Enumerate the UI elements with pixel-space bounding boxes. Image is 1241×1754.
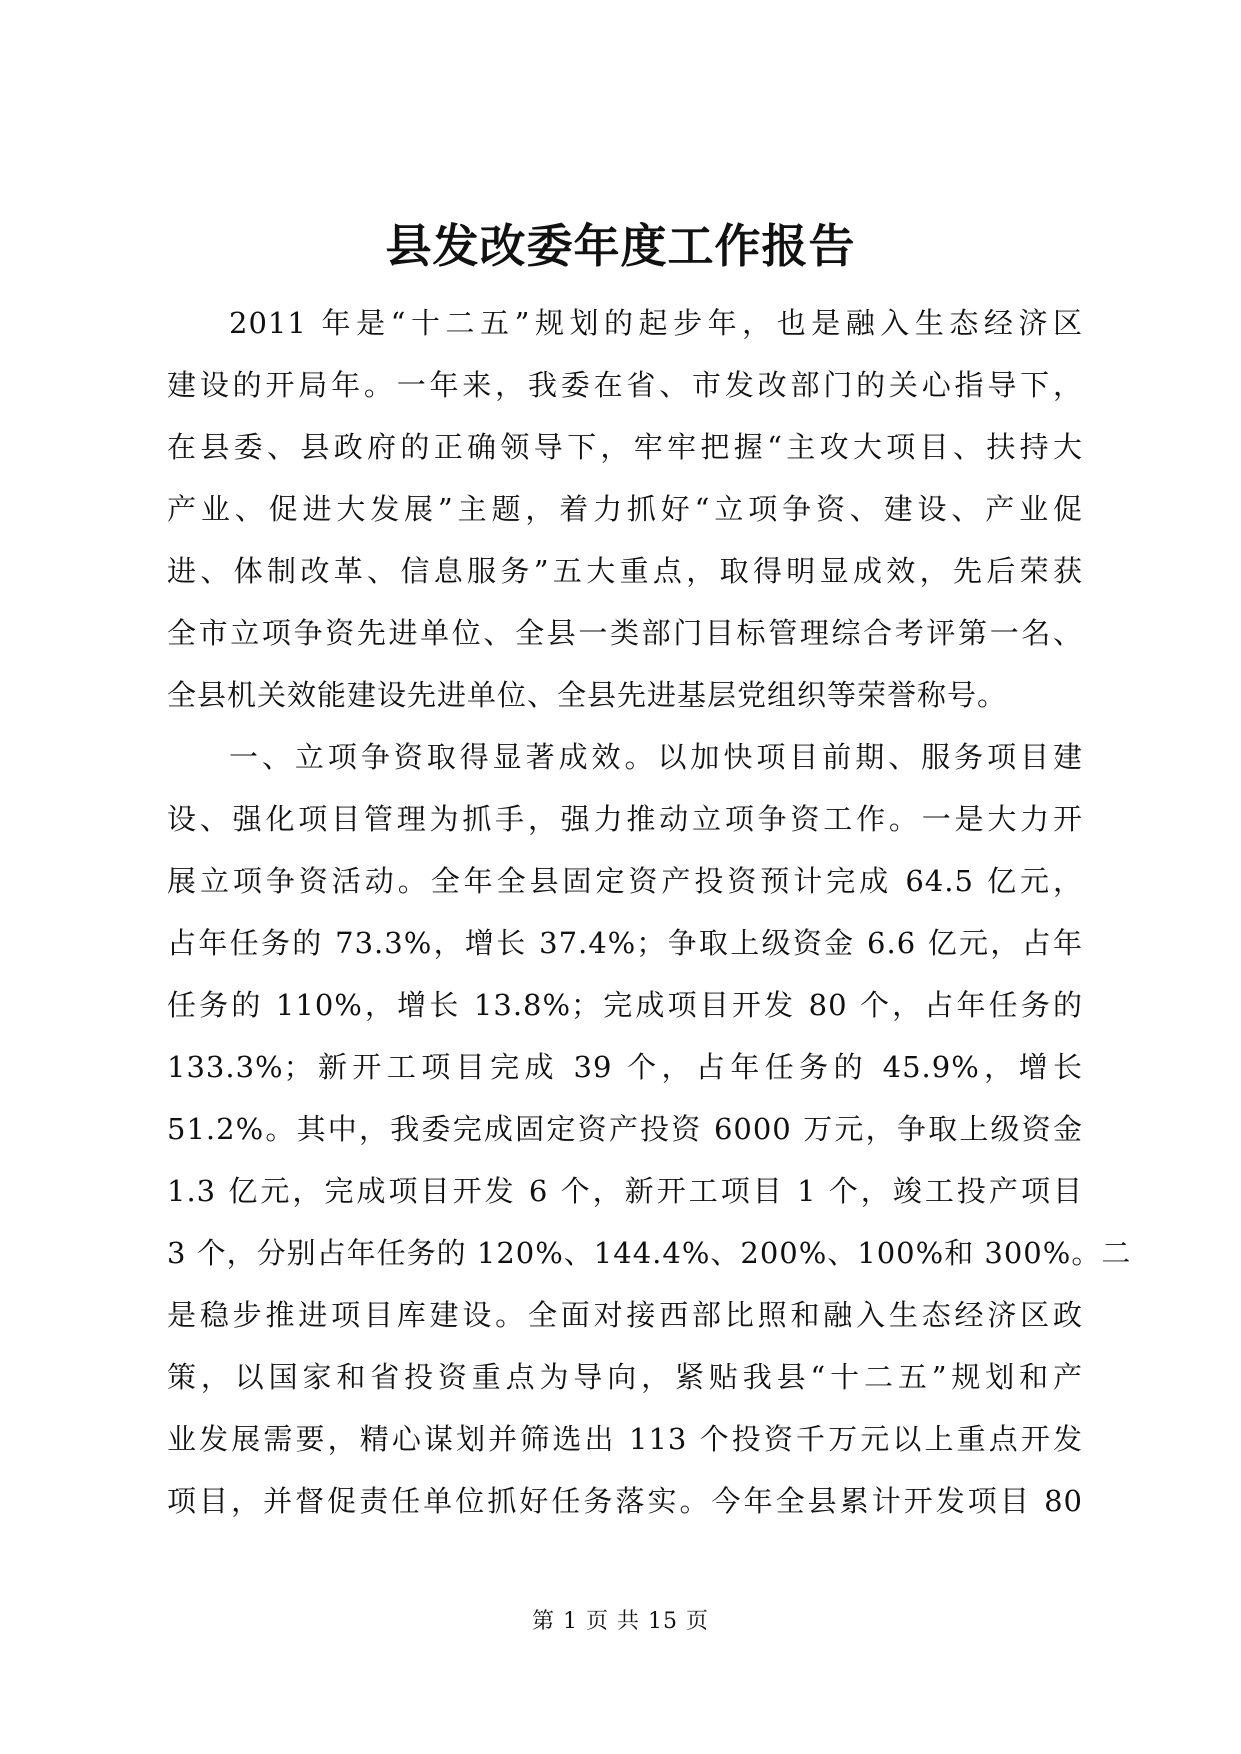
text-line: 展立项争资活动。全年全县固定资产投资预计完成 64.5 亿元， xyxy=(167,864,1083,898)
text-line: 任务的 110%，增长 13.8%；完成项目开发 80 个，占年任务的 xyxy=(167,988,1083,1022)
text-line: 建设的开局年。一年来，我委在省、市发改部门的关心指导下， xyxy=(167,368,1083,402)
text-line: 3 个，分别占年任务的 120%、144.4%、200%、100%和 300%。二 xyxy=(167,1236,1132,1270)
text-line: 占年任务的 73.3%，增长 37.4%；争取上级资金 6.6 亿元，占年 xyxy=(167,926,1083,960)
text-line: 2011 年是“十二五”规划的起步年，也是融入生态经济区 xyxy=(229,306,1083,340)
text-line: 51.2%。其中，我委完成固定资产投资 6000 万元，争取上级资金 xyxy=(167,1112,1083,1146)
text-line: 设、强化项目管理为抓手，强力推动立项争资工作。一是大力开 xyxy=(167,802,1083,836)
text-line: 133.3%；新开工项目完成 39 个，占年任务的 45.9%，增长 xyxy=(167,1050,1083,1084)
document-title: 县发改委年度工作报告 xyxy=(385,219,856,273)
text-line: 是稳步推进项目库建设。全面对接西部比照和融入生态经济区政 xyxy=(167,1298,1083,1332)
text-line: 1.3 亿元，完成项目开发 6 个，新开工项目 1 个，竣工投产项目 xyxy=(167,1174,1083,1208)
text-line: 业发展需要，精心谋划并筛选出 113 个投资千万元以上重点开发 xyxy=(167,1422,1083,1456)
text-line: 一、立项争资取得显著成效。以加快项目前期、服务项目建 xyxy=(229,740,1083,774)
text-line: 全市立项争资先进单位、全县一类部门目标管理综合考评第一名、 xyxy=(167,616,1083,650)
text-line: 产业、促进大发展”主题，着力抓好“立项争资、建设、产业促 xyxy=(167,492,1083,526)
page-number: 第 1 页 共 15 页 xyxy=(532,1609,709,1634)
text-line: 全县机关效能建设先进单位、全县先进基层党组织等荣誉称号。 xyxy=(167,678,1008,712)
text-line: 策，以国家和省投资重点为导向，紧贴我县“十二五”规划和产 xyxy=(167,1360,1083,1394)
text-line: 在县委、县政府的正确领导下，牢牢把握“主攻大项目、扶持大 xyxy=(167,430,1083,464)
text-line: 项目，并督促责任单位抓好任务落实。今年全县累计开发项目 80 xyxy=(167,1484,1083,1518)
document-body xyxy=(167,292,1132,1532)
text-line: 进、体制改革、信息服务”五大重点，取得明显成效，先后荣获 xyxy=(167,554,1083,588)
